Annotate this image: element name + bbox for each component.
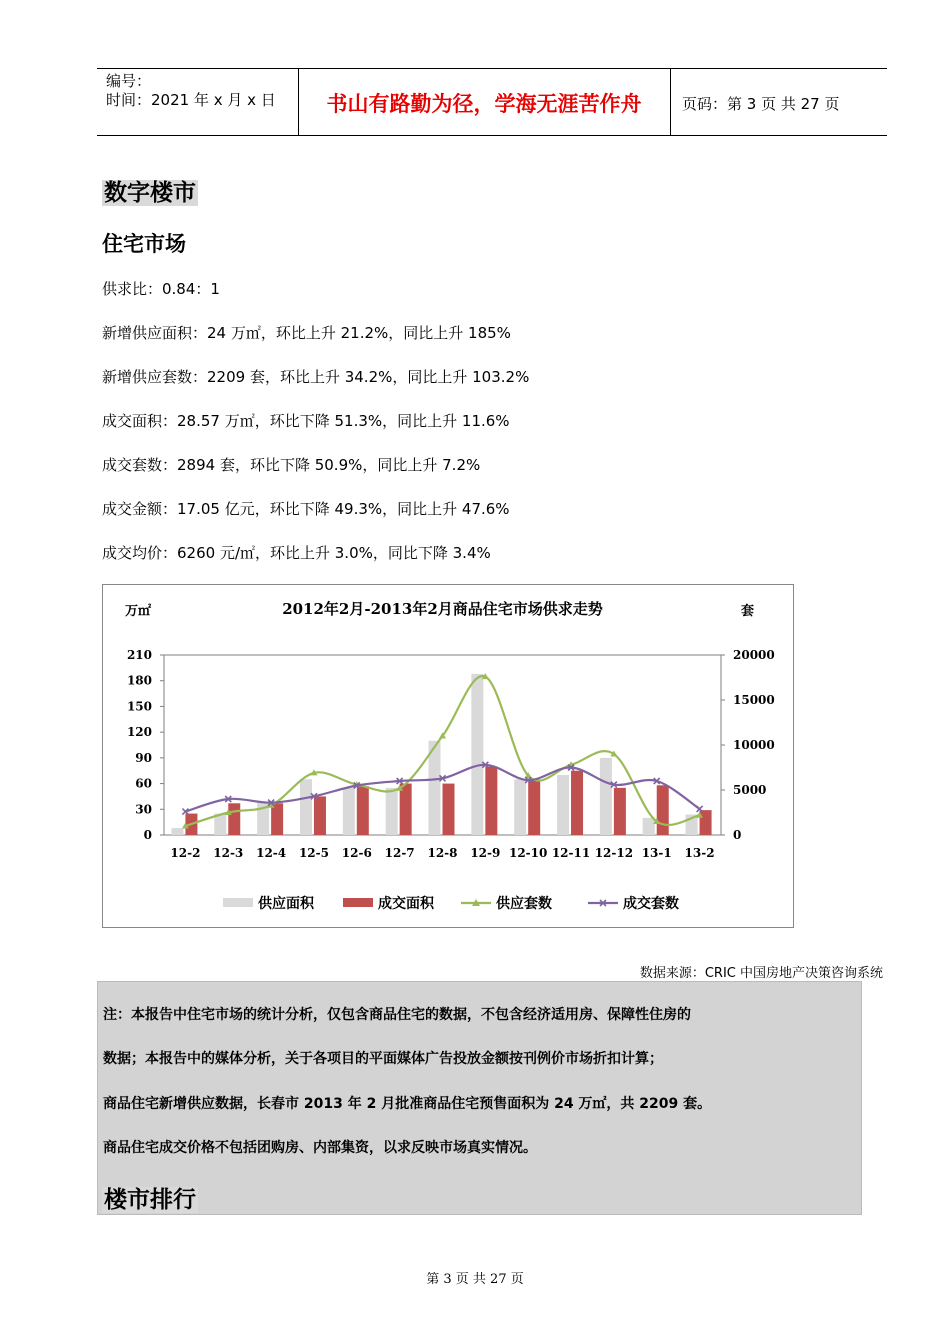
data-source: 数据来源：CRIC 中国房地产决策咨询系统 <box>639 966 883 981</box>
stat-line: 成交套数：2894 套，环比下降 50.9%，同比上升 7.2% <box>102 456 481 474</box>
header-divider-1 <box>298 68 299 136</box>
left-axis-unit: 万㎡ <box>125 604 152 619</box>
bar-supply-area <box>300 779 312 835</box>
x-tick-label: 12-9 <box>470 846 501 860</box>
x-tick-label: 13-2 <box>684 846 715 860</box>
left-tick-label: 150 <box>126 699 152 714</box>
section2-title <box>102 1181 198 1214</box>
header-top-rule <box>97 68 887 69</box>
x-tick-label: 12-3 <box>213 846 244 860</box>
bar-deal-area <box>571 771 583 835</box>
stat-line: 供求比：0.84：1 <box>102 280 220 298</box>
note-line: 商品住宅成交价格不包括团购房、内部集资，以求反映市场真实情况。 <box>103 1140 537 1156</box>
bar-supply-area <box>557 775 569 835</box>
section-title-text: 数字楼市 <box>104 180 196 206</box>
right-tick-label: 20000 <box>733 648 775 662</box>
x-tick-label: 12-12 <box>594 846 634 860</box>
bar-supply-area <box>171 828 183 835</box>
page-footer: 第 3 页 共 27 页 <box>426 1272 524 1287</box>
bar-supply-area <box>343 788 355 835</box>
left-tick-label: 90 <box>135 750 152 765</box>
bar-deal-area <box>443 784 455 835</box>
bar-deal-area <box>400 784 412 835</box>
legend-swatch <box>223 898 253 907</box>
stat-line: 成交面积：28.57 万㎡，环比下降 51.3%，同比上升 11.6% <box>102 412 510 430</box>
right-tick-label: 0 <box>733 828 742 842</box>
stat-line: 成交金额：17.05 亿元，环比下降 49.3%，同比上升 47.6% <box>102 500 510 518</box>
right-tick-label: 15000 <box>733 693 775 707</box>
legend-label: 供应套数 <box>496 896 552 912</box>
right-tick-label: 5000 <box>733 783 767 797</box>
bar-supply-area <box>514 779 526 835</box>
chart-title: 2012年2月-2013年2月商品住宅市场供求走势 <box>282 600 603 618</box>
chart-svg <box>103 585 793 927</box>
bar-deal-area <box>314 796 326 835</box>
header-time: 时间：2021 年 x 月 x 日 <box>106 91 276 109</box>
legend-label: 成交面积 <box>378 896 434 912</box>
legend-label: 供应面积 <box>258 896 314 912</box>
bar-deal-area <box>614 788 626 835</box>
note-line: 数据；本报告中的媒体分析，关于各项目的平面媒体广告投放金额按刊例价市场折扣计算； <box>103 1051 663 1067</box>
stat-line: 新增供应套数：2209 套，环比上升 34.2%，同比上升 103.2% <box>102 368 530 386</box>
x-tick-label: 12-4 <box>256 846 287 860</box>
bar-supply-area <box>471 674 483 835</box>
x-tick-label: 12-8 <box>427 846 458 860</box>
left-tick-label: 180 <box>126 673 152 688</box>
bar-deal-area <box>357 786 369 835</box>
bar-deal-area <box>528 779 540 835</box>
section-title <box>102 174 198 207</box>
left-tick-label: 0 <box>143 828 152 842</box>
note-line: 商品住宅新增供应数据，长春市 2013 年 2 月批准商品住宅预售面积为 24 万㎡，共 2209 套。 <box>103 1096 712 1112</box>
stat-line: 成交均价：6260 元/㎡，环比上升 3.0%，同比下降 3.4% <box>102 544 491 562</box>
bar-deal-area <box>657 785 669 835</box>
left-tick-label: 60 <box>135 776 152 791</box>
legend-label: 成交套数 <box>623 896 679 912</box>
bar-deal-area <box>485 766 497 835</box>
supply-demand-chart <box>102 584 794 928</box>
header-bottom-rule <box>97 135 887 136</box>
bar-supply-area <box>643 818 655 835</box>
bar-supply-area <box>600 758 612 835</box>
x-tick-label: 12-11 <box>551 846 591 860</box>
note-line: 注：本报告中住宅市场的统计分析，仅包含商品住宅的数据，不包含经济适用房、保障性住房的 <box>103 1007 691 1023</box>
right-axis-unit: 套 <box>741 604 755 619</box>
x-tick-label: 13-1 <box>641 846 672 860</box>
x-tick-label: 12-2 <box>170 846 201 860</box>
legend-swatch <box>343 898 373 907</box>
x-tick-label: 12-5 <box>298 846 329 860</box>
bar-deal-area <box>228 803 240 835</box>
header-divider-2 <box>670 68 671 136</box>
header-page: 页码：第 3 页 共 27 页 <box>682 95 840 113</box>
left-tick-label: 210 <box>126 648 152 662</box>
x-tick-label: 12-10 <box>508 846 548 860</box>
section2-title-text: 楼市排行 <box>104 1187 196 1213</box>
header-motto: 书山有路勤为径，学海无涯苦作舟 <box>326 91 642 116</box>
x-tick-label: 12-6 <box>341 846 372 860</box>
left-tick-label: 30 <box>135 802 152 817</box>
header-number: 编号： <box>106 72 152 90</box>
x-tick-label: 12-7 <box>384 846 415 860</box>
right-tick-label: 10000 <box>733 738 775 752</box>
bar-deal-area <box>271 803 283 835</box>
stat-line: 新增供应面积：24 万㎡，环比上升 21.2%，同比上升 185% <box>102 324 511 342</box>
section-subtitle: 住宅市场 <box>102 232 186 256</box>
bar-deal-area <box>700 810 712 835</box>
bar-supply-area <box>386 788 398 835</box>
left-tick-label: 120 <box>126 725 152 740</box>
